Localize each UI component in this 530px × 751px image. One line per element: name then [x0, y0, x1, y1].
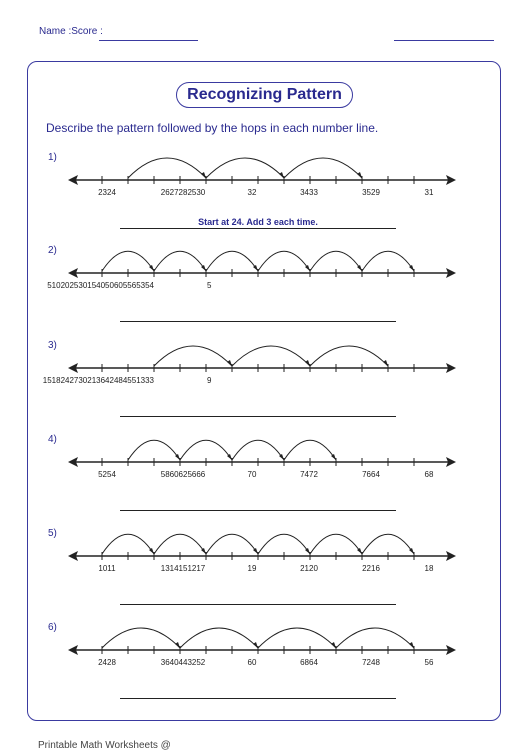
hop-arrowhead-icon	[253, 265, 258, 271]
hop-arc	[102, 534, 154, 554]
hop-arc	[310, 534, 362, 554]
hop-arc	[258, 628, 336, 648]
number-line-label: 18	[424, 564, 434, 573]
hop-arc	[128, 440, 180, 460]
hop-arc	[310, 346, 388, 366]
number-line	[66, 620, 458, 680]
hop-arc	[232, 440, 284, 460]
number-line-label: 32	[247, 188, 257, 197]
hop-arrowhead-icon	[357, 265, 362, 271]
hop-arc	[180, 440, 232, 460]
hop-arc	[154, 346, 232, 366]
hop-arc	[362, 534, 414, 554]
hop-arrowhead-icon	[227, 360, 232, 366]
hop-arc	[284, 158, 362, 178]
number-line-label: 5	[207, 281, 212, 290]
hop-arrowhead-icon	[201, 172, 206, 178]
problem-number: 2)	[48, 245, 57, 256]
footer-text: Printable Math Worksheets @	[38, 740, 171, 751]
number-line-label: 7472	[300, 470, 318, 479]
hop-arc	[102, 251, 154, 271]
number-line	[66, 150, 458, 210]
hop-arrowhead-icon	[253, 642, 258, 648]
answer-line[interactable]	[120, 416, 396, 417]
name-field-line	[99, 40, 198, 41]
hop-arc	[232, 346, 310, 366]
hop-arrowhead-icon	[149, 265, 154, 271]
number-line-label: 56	[424, 658, 434, 667]
hop-arrowhead-icon	[409, 642, 414, 648]
problem-number: 1)	[48, 152, 57, 163]
hop-arc	[310, 251, 362, 271]
hop-arrowhead-icon	[149, 548, 154, 554]
hop-arc	[128, 158, 206, 178]
name-score-label: Name :Score :	[39, 26, 103, 37]
number-line-label: 2120	[300, 564, 318, 573]
problem-number: 5)	[48, 528, 57, 539]
answer-text: Start at 24. Add 3 each time.	[198, 217, 318, 227]
hop-arrowhead-icon	[383, 360, 388, 366]
number-line-label: 2216	[362, 564, 380, 573]
number-line-label: 2428	[98, 658, 116, 667]
hop-arrowhead-icon	[175, 642, 180, 648]
number-line-label: 1518242730213642484551333	[42, 376, 154, 385]
hop-arrowhead-icon	[279, 454, 284, 460]
hop-arc	[258, 534, 310, 554]
hop-arc	[154, 251, 206, 271]
number-line	[66, 243, 458, 303]
number-line-label: 7248	[362, 658, 380, 667]
hop-arc	[154, 534, 206, 554]
hop-arrowhead-icon	[409, 265, 414, 271]
hop-arc	[206, 251, 258, 271]
number-line	[66, 432, 458, 492]
number-line-label: 3529	[362, 188, 380, 197]
score-field-line	[394, 40, 494, 41]
hop-arc	[336, 628, 414, 648]
hop-arc	[102, 628, 180, 648]
hop-arc	[284, 440, 336, 460]
hop-arrowhead-icon	[175, 454, 180, 460]
number-line	[66, 526, 458, 586]
hop-arrowhead-icon	[331, 642, 336, 648]
hop-arrowhead-icon	[357, 172, 362, 178]
hop-arrowhead-icon	[227, 454, 232, 460]
problem-number: 4)	[48, 434, 57, 445]
number-line-label: 510202530154050605565354	[47, 281, 154, 290]
number-line-label: 3640443252	[160, 658, 206, 667]
problem-number: 6)	[48, 622, 57, 633]
hop-arc	[258, 251, 310, 271]
number-line-label: 1011	[98, 564, 116, 573]
hop-arrowhead-icon	[201, 265, 206, 271]
hop-arrowhead-icon	[305, 265, 310, 271]
answer-line[interactable]	[120, 510, 396, 511]
number-line-label: 9	[207, 376, 212, 385]
number-line-label: 70	[247, 470, 257, 479]
number-line-label: 68	[424, 470, 434, 479]
hop-arrowhead-icon	[305, 360, 310, 366]
number-line-label: 6864	[300, 658, 318, 667]
number-line-label: 19	[247, 564, 257, 573]
hop-arrowhead-icon	[331, 454, 336, 460]
number-line-label: 1314151217	[160, 564, 206, 573]
number-line-label: 60	[247, 658, 257, 667]
hop-arc	[206, 534, 258, 554]
answer-line[interactable]	[120, 228, 396, 229]
hop-arc	[206, 158, 284, 178]
hop-arrowhead-icon	[409, 548, 414, 554]
number-line-label: 2324	[98, 188, 116, 197]
answer-line[interactable]	[120, 604, 396, 605]
number-line-label: 2627282530	[160, 188, 206, 197]
hop-arc	[362, 251, 414, 271]
number-line-label: 31	[424, 188, 434, 197]
number-line-label: 3433	[300, 188, 318, 197]
number-line	[66, 338, 458, 398]
hop-arrowhead-icon	[305, 548, 310, 554]
number-line-label: 5254	[98, 470, 116, 479]
problem-number: 3)	[48, 340, 57, 351]
worksheet-title: Recognizing Pattern	[176, 82, 353, 108]
answer-line[interactable]	[120, 698, 396, 699]
number-line-label: 5860625666	[160, 470, 206, 479]
hop-arrowhead-icon	[357, 548, 362, 554]
number-line-label: 7664	[362, 470, 380, 479]
answer-line[interactable]	[120, 321, 396, 322]
instructions: Describe the pattern followed by the hops in each number line.	[46, 121, 379, 135]
hop-arrowhead-icon	[253, 548, 258, 554]
hop-arrowhead-icon	[279, 172, 284, 178]
hop-arrowhead-icon	[201, 548, 206, 554]
hop-arc	[180, 628, 258, 648]
